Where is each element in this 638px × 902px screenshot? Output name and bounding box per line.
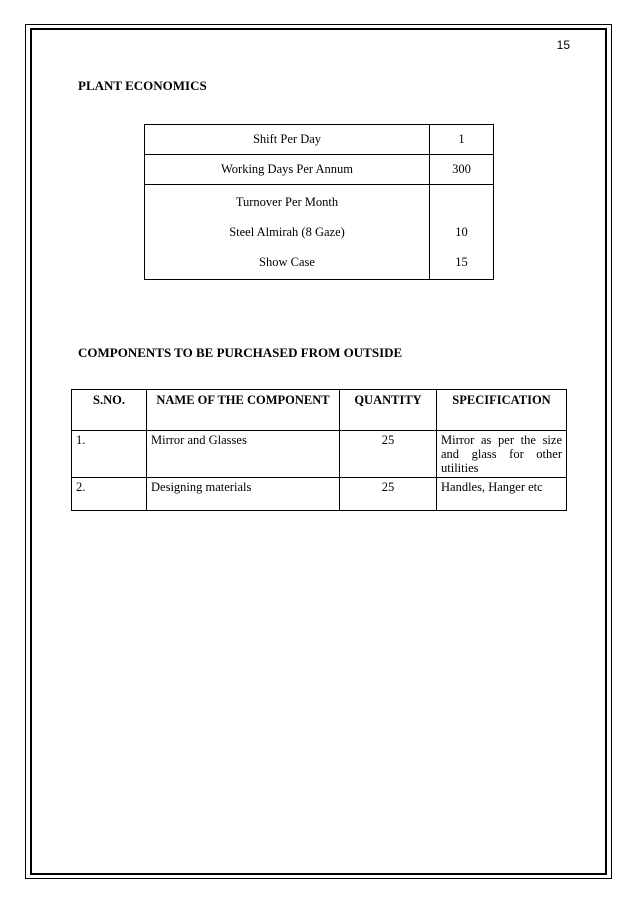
econ-value-cell: 1: [430, 125, 494, 155]
table-row: [72, 478, 567, 511]
turnover-item-label: Steel Almirah (8 Gaze): [229, 225, 345, 239]
table-row: [145, 125, 494, 155]
header-name: NAME OF THE COMPONENT: [147, 390, 340, 431]
cell-quantity: 25: [340, 478, 437, 511]
cell-sno: 2.: [72, 478, 147, 511]
econ-value-cell: 300: [430, 155, 494, 185]
cell-quantity: 25: [340, 431, 437, 478]
turnover-item-value: 15: [455, 255, 468, 269]
cell-sno: 1.: [72, 431, 147, 478]
turnover-item-value: 10: [455, 225, 468, 239]
table-row: [145, 155, 494, 185]
header-quantity: QUANTITY: [340, 390, 437, 431]
components-heading: COMPONENTS TO BE PURCHASED FROM OUTSIDE: [78, 345, 403, 360]
turnover-value-spacer: [430, 187, 493, 217]
header-specification: SPECIFICATION: [437, 390, 567, 431]
header-sno: S.NO.: [72, 390, 147, 431]
turnover-value-cell: [430, 185, 494, 280]
cell-specification: Mirror as per the size and glass for other utilities: [437, 431, 567, 478]
table-row: [72, 431, 567, 478]
plant-economics-heading: PLANT ECONOMICS: [78, 78, 207, 93]
cell-name: Mirror and Glasses: [147, 431, 340, 478]
turnover-label: Turnover Per Month: [235, 195, 339, 209]
components-table: [71, 389, 567, 511]
plant-economics-table: [144, 124, 494, 280]
econ-label-cell: Working Days Per Annum: [145, 155, 430, 185]
cell-specification: Handles, Hanger etc: [437, 478, 567, 511]
table-row: [145, 185, 494, 280]
econ-label-cell: Shift Per Day: [145, 125, 430, 155]
table-header-row: [72, 390, 567, 431]
turnover-item-label: Show Case: [259, 255, 315, 269]
cell-name: Designing materials: [147, 478, 340, 511]
page-number: 15: [556, 38, 570, 52]
turnover-label-cell: [145, 185, 430, 280]
